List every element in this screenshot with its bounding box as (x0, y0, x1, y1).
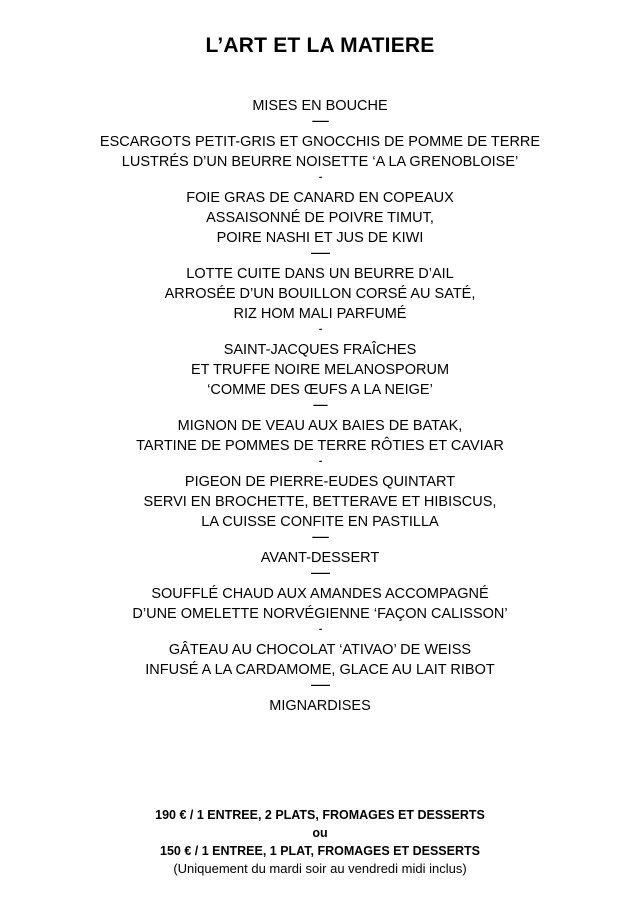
course-veau-line-2: TARTINE DE POMMES DE TERRE RÔTIES ET CAVIAR (136, 438, 504, 454)
course-lotte-line-2: ARROSÉE D’UN BOUILLON CORSÉ AU SATÉ, (164, 286, 476, 302)
course-saint-jacques-line-2: ET TRUFFE NOIRE MELANOSPORUM (190, 362, 450, 378)
separator: -------- (310, 248, 330, 259)
course-saint-jacques-line-3: ‘COMME DES ŒUFS A LA NEIGE’ (207, 382, 433, 398)
course-foie-gras-line-1: FOIE GRAS DE CANARD EN COPEAUX (186, 190, 454, 206)
course-souffle-line-2: D’UNE OMELETTE NORVÉGIENNE ‘FAÇON CALISSON’ (132, 606, 508, 622)
course-gateau-line-2: INFUSÉ A LA CARDAMOME, GLACE AU LAIT RIBOT (145, 662, 495, 678)
course-pigeon-line-2: SERVI EN BROCHETTE, BETTERAVE ET HIBISCUS, (143, 494, 497, 510)
price-option-2: 150 € / 1 ENTREE, 1 PLAT, FROMAGES ET DESSERTS (160, 844, 480, 858)
course-foie-gras-line-2: ASSAISONNÉ DE POIVRE TIMUT, (206, 210, 434, 226)
course-saint-jacques-line-1: SAINT-JACQUES FRAÎCHES (223, 342, 417, 358)
course-lotte-line-1: LOTTE CUITE DANS UN BEURRE D’AIL (186, 266, 454, 282)
course-souffle-line-1: SOUFFLÉ CHAUD AUX AMANDES ACCOMPAGNÉ (151, 586, 489, 602)
availability-note: (Uniquement du mardi soir au vendredi midi inclus) (173, 861, 467, 876)
course-avant-dessert: AVANT-DESSERT (260, 550, 380, 566)
course-pigeon-line-3: LA CUISSE CONFITE EN PASTILLA (201, 514, 439, 530)
separator: ------- (311, 116, 329, 127)
separator: -------- (310, 680, 330, 691)
separator: ------ (313, 400, 327, 411)
course-lotte-line-3: RIZ HOM MALI PARFUMÉ (233, 306, 407, 322)
tasting-menu (0, 96, 640, 716)
separator: - (318, 172, 322, 183)
course-veau-line-1: MIGNON DE VEAU AUX BAIES DE BATAK, (177, 418, 463, 434)
course-foie-gras-line-3: POIRE NASHI ET JUS DE KIWI (216, 230, 424, 246)
course-mignardises: MIGNARDISES (269, 698, 371, 714)
separator: - (318, 624, 322, 635)
course-pigeon-line-1: PIGEON DE PIERRE-EUDES QUINTART (184, 474, 456, 490)
separator: ------- (311, 532, 329, 543)
course-amuse-bouche: MISES EN BOUCHE (252, 98, 388, 114)
pricing-section (0, 806, 640, 878)
course-escargots-line-2: LUSTRÉS D’UN BEURRE NOISETTE ‘A LA GRENOBLOISE’ (121, 154, 519, 170)
course-escargots-line-1: ESCARGOTS PETIT-GRIS ET GNOCCHIS DE POMME DE TERRE (99, 134, 541, 150)
menu-title: L’ART ET LA MATIERE (205, 34, 435, 57)
separator: - (318, 456, 322, 467)
separator: -------- (310, 568, 330, 579)
course-gateau-line-1: GÂTEAU AU CHOCOLAT ‘ATIVAO’ DE WEISS (168, 642, 472, 658)
price-option-1: 190 € / 1 ENTREE, 2 PLATS, FROMAGES ET DESSERTS (155, 808, 485, 822)
separator: - (318, 324, 322, 335)
price-or: ou (312, 826, 328, 840)
